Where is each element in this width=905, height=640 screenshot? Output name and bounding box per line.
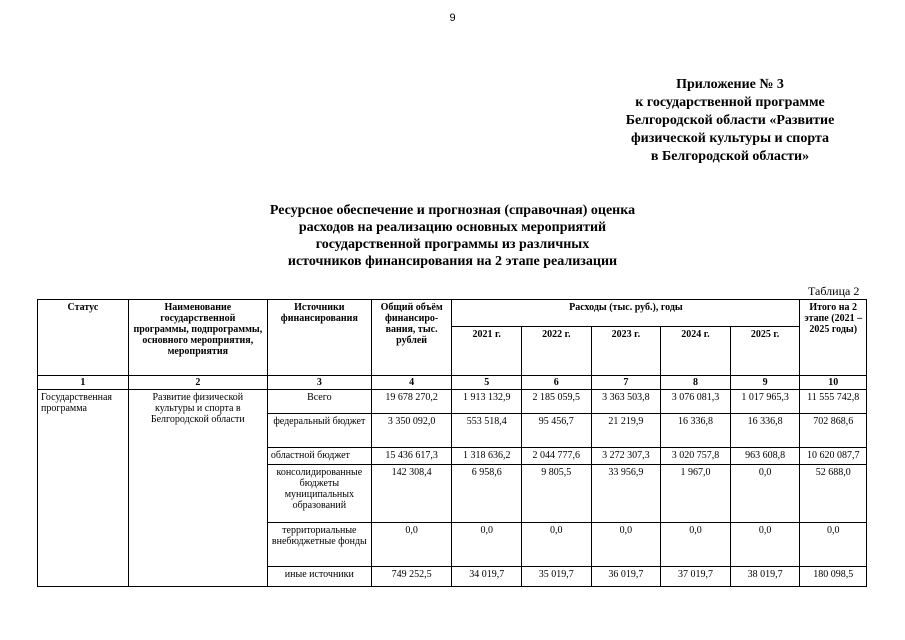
- stage-total-cell: 702 868,6: [800, 414, 867, 448]
- header-year: 2025 г.: [730, 327, 800, 376]
- appendix-line: физической культуры и спорта: [630, 131, 830, 146]
- stage-total-cell: 0,0: [800, 523, 867, 567]
- source-cell: областной бюджет: [267, 448, 371, 465]
- column-number: 7: [591, 376, 661, 390]
- column-number-row: [38, 376, 867, 390]
- column-number: 1: [38, 376, 129, 390]
- column-number: 5: [452, 376, 522, 390]
- year-value-cell: 3 020 757,8: [661, 448, 731, 465]
- year-value-cell: 0,0: [730, 523, 800, 567]
- appendix-heading: [540, 76, 905, 166]
- column-number: 3: [267, 376, 371, 390]
- header-total-funding: Общий объём финансиро-вания, тыс. рублей: [371, 300, 452, 376]
- appendix-line: Приложение № 3: [676, 77, 784, 92]
- year-value-cell: 1 318 636,2: [452, 448, 522, 465]
- source-cell: федеральный бюджет: [267, 414, 371, 448]
- header-year: 2022 г.: [522, 327, 592, 376]
- year-value-cell: 1 017 965,3: [730, 390, 800, 414]
- year-value-cell: 33 956,9: [591, 465, 661, 523]
- source-cell: Всего: [267, 390, 371, 414]
- column-number: 4: [371, 376, 452, 390]
- year-value-cell: 963 608,8: [730, 448, 800, 465]
- stage-total-cell: 52 688,0: [800, 465, 867, 523]
- program-name-cell: Развитие физической культуры и спорта в Белгородской области: [128, 390, 267, 587]
- document-title: [0, 202, 905, 270]
- column-number: 8: [661, 376, 731, 390]
- header-sources: Источники финансирования: [267, 300, 371, 376]
- year-value-cell: 16 336,8: [661, 414, 731, 448]
- header-year: 2021 г.: [452, 327, 522, 376]
- appendix-line: в Белгородской области»: [650, 149, 810, 164]
- year-value-cell: 3 272 307,3: [591, 448, 661, 465]
- status-cell: Государственная программа: [38, 390, 129, 587]
- year-value-cell: 95 456,7: [522, 414, 592, 448]
- year-value-cell: 6 958,6: [452, 465, 522, 523]
- year-value-cell: 9 805,5: [522, 465, 592, 523]
- year-value-cell: 2 044 777,6: [522, 448, 592, 465]
- page-number: 9: [449, 12, 456, 24]
- appendix-line: к государственной программе: [635, 95, 825, 110]
- year-value-cell: 21 219,9: [591, 414, 661, 448]
- total-cell: 19 678 270,2: [371, 390, 452, 414]
- header-year: 2023 г.: [591, 327, 661, 376]
- year-value-cell: 38 019,7: [730, 567, 800, 587]
- appendix-line: Белгородской области «Развитие: [625, 113, 835, 128]
- total-cell: 15 436 617,3: [371, 448, 452, 465]
- year-value-cell: 0,0: [730, 465, 800, 523]
- year-value-cell: 1 913 132,9: [452, 390, 522, 414]
- year-value-cell: 1 967,0: [661, 465, 731, 523]
- table-row: [38, 390, 867, 414]
- year-value-cell: 0,0: [591, 523, 661, 567]
- column-number: 2: [128, 376, 267, 390]
- column-number: 10: [800, 376, 867, 390]
- budget-table: [37, 299, 867, 587]
- title-line: расходов на реализацию основных мероприятий: [298, 220, 607, 235]
- stage-total-cell: 180 098,5: [800, 567, 867, 587]
- source-cell: консолидированные бюджеты муниципальных образований: [267, 465, 371, 523]
- total-cell: 142 308,4: [371, 465, 452, 523]
- year-value-cell: 34 019,7: [452, 567, 522, 587]
- source-cell: территориальные внебюджетные фонды: [267, 523, 371, 567]
- total-cell: 3 350 092,0: [371, 414, 452, 448]
- table-label: Таблица 2: [808, 284, 860, 298]
- header-status: Статус: [38, 300, 129, 376]
- header-year: 2024 г.: [661, 327, 731, 376]
- total-cell: 749 252,5: [371, 567, 452, 587]
- year-value-cell: 3 076 081,3: [661, 390, 731, 414]
- year-value-cell: 553 518,4: [452, 414, 522, 448]
- column-number: 6: [522, 376, 592, 390]
- header-stage-total: Итого на 2 этапе (2021 – 2025 годы): [800, 300, 867, 376]
- title-line: источников финансирования на 2 этапе реализации: [287, 254, 618, 269]
- total-cell: 0,0: [371, 523, 452, 567]
- title-line: государственной программы из различных: [315, 237, 590, 252]
- column-number: 9: [730, 376, 800, 390]
- year-value-cell: 0,0: [522, 523, 592, 567]
- year-value-cell: 35 019,7: [522, 567, 592, 587]
- year-value-cell: 3 363 503,8: [591, 390, 661, 414]
- stage-total-cell: 11 555 742,8: [800, 390, 867, 414]
- header-name: Наименование государственной программы, подпрограммы, основного мероприятия, мероприятия: [128, 300, 267, 376]
- header-expenses: Расходы (тыс. руб.), годы: [452, 300, 800, 327]
- year-value-cell: 0,0: [452, 523, 522, 567]
- year-value-cell: 16 336,8: [730, 414, 800, 448]
- year-value-cell: 36 019,7: [591, 567, 661, 587]
- title-line: Ресурсное обеспечение и прогнозная (справочная) оценка: [269, 203, 636, 218]
- year-value-cell: 37 019,7: [661, 567, 731, 587]
- year-value-cell: 2 185 059,5: [522, 390, 592, 414]
- header-row: [38, 300, 867, 327]
- year-value-cell: 0,0: [661, 523, 731, 567]
- stage-total-cell: 10 620 087,7: [800, 448, 867, 465]
- source-cell: иные источники: [267, 567, 371, 587]
